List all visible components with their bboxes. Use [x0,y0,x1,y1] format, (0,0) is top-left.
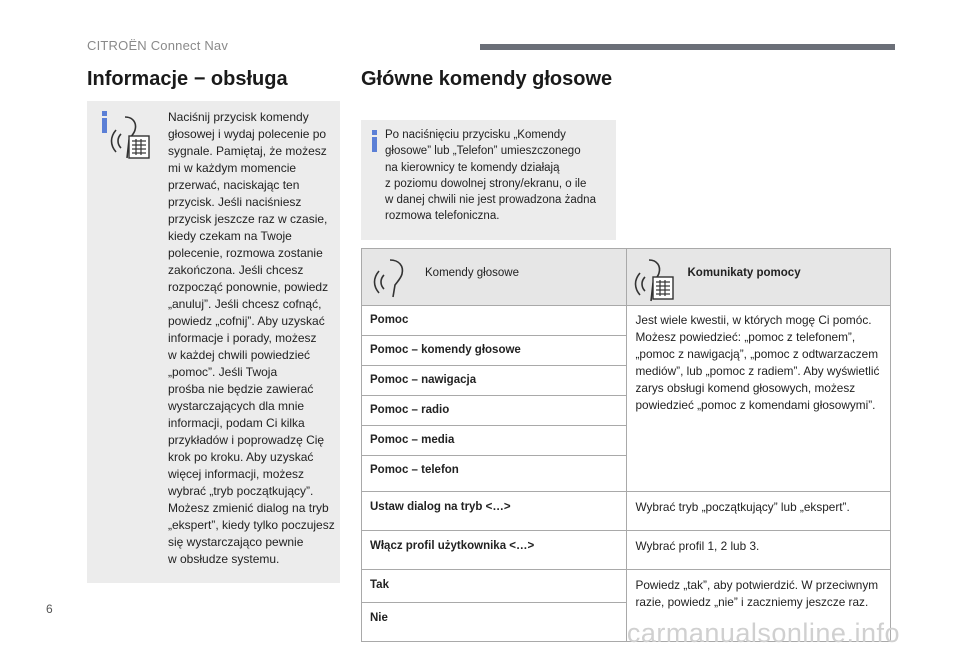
command-cell: Pomoc – komendy głosowe [362,336,627,366]
header-cell-commands [362,249,627,306]
left-info-box [87,101,340,583]
voice-keypad-icon [107,114,151,160]
table-row [362,570,891,603]
right-info-box [361,120,616,240]
info-icon [369,130,381,152]
response-cell: Wybrać tryb „początkujący” lub „ekspert”. [627,492,891,531]
command-cell: Nie [362,603,627,642]
header-commands-label: Komendy głosowe [425,267,519,279]
command-cell: Ustaw dialog na tryb <…> [362,492,627,531]
response-cell-yesno: Powiedz „tak”, aby potwierdzić. W przeciwnym razie, powiedz „nie” i zaczniemy jeszcze raz. [627,570,891,642]
command-cell: Pomoc – telefon [362,456,627,492]
command-cell: Pomoc [362,306,627,336]
header-title: CITROËN Connect Nav [87,38,229,53]
table-row [362,531,891,570]
header-cell-responses [627,249,891,306]
watermark: carmanualsonline.info [626,618,900,648]
command-cell: Tak [362,570,627,603]
response-cell-help: Jest wiele kwestii, w których mogę Ci pomóc. Możesz powiedzieć: „pomoc z telefonem”, „pomoc z nawigacją”, „pomoc z odtwarzaczem mediów”, lub „pomoc z radiem”. Aby wyświetlić zarys obsługi komend głosowych, możesz powiedzieć „pomoc z komendami głosowymi”. [627,306,891,492]
header-bar [480,44,895,50]
header-responses-label: Komunikaty pomocy [687,267,801,279]
command-cell: Włącz profil użytkownika <…> [362,531,627,570]
table-row [362,492,891,531]
left-info-text: Naciśnij przycisk komendy głosowej i wydaj polecenie po sygnale. Pamiętaj, że możesz mi w każdym momencie przerwać, naciskając ten przycisk. Jeśli naciśniesz przycisk jeszcze raz w czasie, kiedy czekam na Twoje polecenie, rozmowa zostanie zakończona. Jeśli chcesz rozpocząć ponownie, powiedz „anuluj”. Jeśli chcesz cofnąć, powiedz „cofnij”. Aby uzyskać informacje i porady, możesz w każdej chwili powiedzieć „pomoc”. Jeśli Twoja prośba nie będzie zawierać wystarczających dla mnie informacji, podam Ci kilka przykładów i poprowadzę Cię krok po kroku. Aby uzyskać więcej informacji, możesz wybrać „tryb początkujący”. Możesz zmienić dialog na tryb „ekspert”, kiedy tylko poczujesz się wystarczająco pewnie w obsłudze systemu. [168,110,335,566]
table-row [362,306,891,336]
left-heading: Informacje − obsługa [87,68,288,90]
page-number: 6 [46,602,53,616]
right-heading: Główne komendy głosowe [361,68,613,90]
response-cell: Wybrać profil 1, 2 lub 3. [627,531,891,570]
voice-commands-table [361,248,891,642]
voice-keypad-icon [631,257,675,303]
command-cell: Pomoc – radio [362,396,627,426]
table-header-row [362,249,891,306]
command-cell: Pomoc – nawigacja [362,366,627,396]
right-info-text: Po naciśnięciu przycisku „Komendy głosowe” lub „Telefon” umieszczonego na kierownicy te komendy działają z poziomu dowolnej strony/ekranu, o ile w danej chwili nie jest prowadzona żadna rozmowa telefoniczna. [385,129,596,223]
command-cell: Pomoc – media [362,426,627,456]
voice-command-icon [372,257,408,299]
